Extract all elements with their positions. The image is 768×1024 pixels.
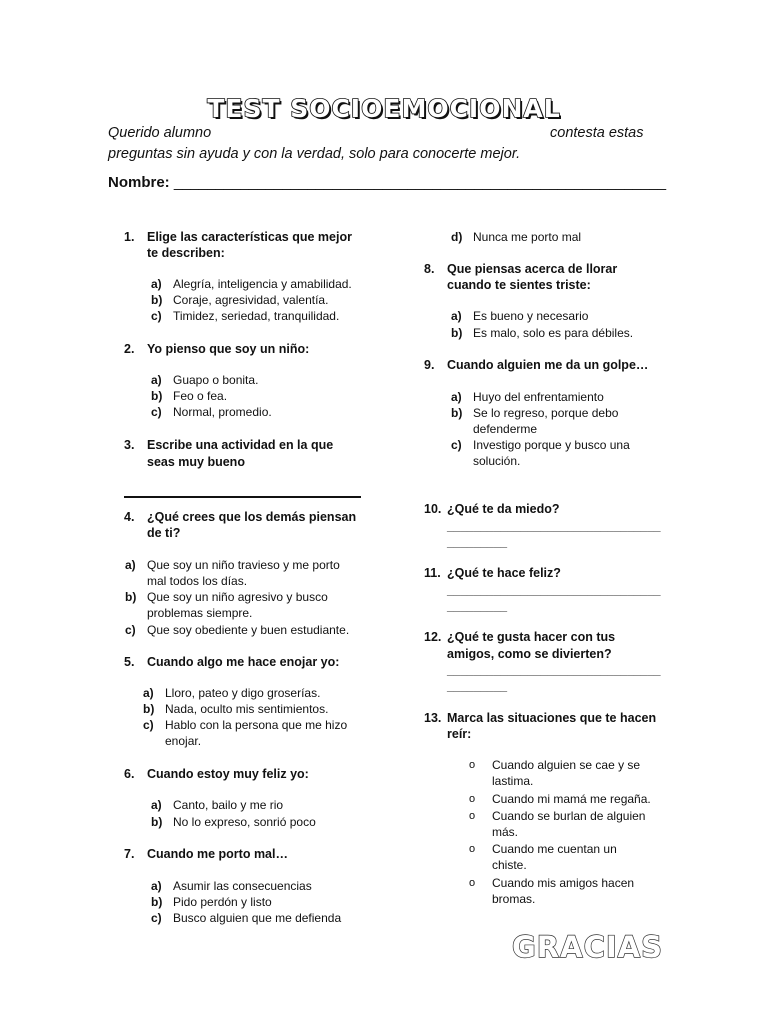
option-letter: a) (151, 798, 162, 812)
option-5a[interactable] (143, 685, 403, 701)
question-text: Cuando me porto mal… (147, 847, 288, 861)
option-text: Cuando mi mamá me regaña. (492, 792, 651, 806)
option-text: Cuando me cuentan un (492, 842, 617, 856)
option-2b[interactable] (151, 388, 411, 404)
option-7d[interactable] (451, 229, 711, 245)
name-label: Nombre: (108, 174, 170, 191)
question-text: te describen: (147, 246, 225, 260)
intro-greeting: Querido alumno (108, 125, 212, 141)
question-12 (424, 629, 684, 663)
option-5c[interactable] (143, 717, 403, 750)
question-number: 2. (124, 342, 135, 356)
option-text: Coraje, agresividad, valentía. (173, 293, 329, 307)
option-letter: c) (451, 438, 462, 452)
option-letter: a) (151, 277, 162, 291)
question-text: ¿Qué te hace feliz? (447, 566, 561, 580)
option-letter: b) (151, 815, 163, 829)
option-text: Que soy obediente y buen estudiante. (147, 623, 350, 637)
option-1c[interactable] (151, 308, 411, 324)
question-number: 13. (424, 711, 442, 725)
option-text: Cuando se burlan de alguien (492, 809, 646, 823)
option-text: No lo expreso, sonrió poco (173, 815, 316, 829)
question-text: ¿Qué crees que los demás piensan (147, 510, 357, 524)
question-text: ¿Qué te gusta hacer con tus (447, 630, 616, 644)
option-letter: a) (143, 686, 154, 700)
question-text: de ti? (147, 526, 181, 540)
option-text: Cuando mis amigos hacen (492, 876, 635, 890)
option-text: lastima. (492, 774, 534, 788)
option-text: Asumir las consecuencias (173, 879, 312, 893)
answer-line-11[interactable]: ________________________________ (447, 583, 661, 597)
bullet-circle-icon[interactable]: o (469, 877, 476, 889)
question-number: 6. (124, 767, 135, 781)
question-text: Que piensas acerca de llorar (447, 262, 618, 276)
option-text: solución. (473, 454, 521, 468)
question-number: 1. (124, 230, 135, 244)
option-4b[interactable] (125, 589, 385, 622)
gracias-footer: GRACIAS (512, 930, 663, 964)
checkbox-item-1[interactable] (469, 757, 689, 790)
checkbox-item-5[interactable] (469, 875, 689, 908)
answer-line-10[interactable]: ________________________________ (447, 519, 661, 533)
answer-line-10-cont[interactable]: _________ (447, 535, 508, 549)
option-text: Canto, bailo y me rio (173, 798, 284, 812)
name-field[interactable] (108, 174, 666, 191)
question-text: Cuando estoy muy feliz yo: (147, 767, 309, 781)
checkbox-item-3[interactable] (469, 808, 689, 841)
question-text: cuando te sientes triste: (447, 278, 591, 292)
option-9c[interactable] (451, 437, 711, 470)
option-text: Que soy un niño travieso y me porto (147, 558, 340, 572)
option-text: Feo o fea. (173, 389, 228, 403)
option-text: problemas siempre. (147, 606, 253, 620)
bullet-circle-icon[interactable]: o (469, 793, 476, 805)
option-letter: a) (151, 879, 162, 893)
option-letter: b) (125, 590, 137, 604)
option-5b[interactable] (143, 701, 403, 717)
option-letter: b) (143, 702, 155, 716)
option-6a[interactable] (151, 797, 411, 813)
option-9a[interactable] (451, 389, 711, 405)
bullet-circle-icon[interactable]: o (469, 810, 476, 822)
option-text: más. (492, 825, 519, 839)
question-text: seas muy bueno (147, 455, 245, 469)
option-text: Huyo del enfrentamiento (473, 390, 604, 404)
question-number: 10. (424, 502, 442, 516)
question-11 (424, 565, 684, 582)
option-text: Normal, promedio. (173, 405, 272, 419)
question-10 (424, 501, 684, 518)
option-text: Hablo con la persona que me hizo (165, 718, 348, 732)
option-letter: a) (151, 373, 162, 387)
option-letter: b) (451, 406, 463, 420)
option-8a[interactable] (451, 308, 711, 324)
name-blank-line[interactable]: ___________________________________________________________ (173, 174, 667, 191)
option-text: Nunca me porto mal (473, 230, 582, 244)
question-number: 11. (424, 566, 441, 580)
question-3 (124, 437, 384, 471)
question-number: 7. (124, 847, 135, 861)
option-text: bromas. (492, 892, 536, 906)
question-number: 4. (124, 510, 135, 524)
option-text: Guapo o bonita. (173, 373, 259, 387)
option-7b[interactable] (151, 894, 411, 910)
option-text: Pido perdón y listo (173, 895, 272, 909)
question-6 (124, 766, 384, 783)
option-6b[interactable] (151, 814, 411, 830)
answer-line-12-cont[interactable]: _________ (447, 679, 508, 693)
question-7 (124, 846, 384, 863)
question-text: ¿Qué te da miedo? (447, 502, 560, 516)
question-number: 3. (124, 438, 135, 452)
intro-instruction-end: contesta estas (550, 125, 644, 141)
option-letter: b) (451, 326, 463, 340)
answer-line-12[interactable]: ________________________________ (447, 663, 661, 677)
option-2c[interactable] (151, 404, 411, 420)
question-9 (424, 357, 684, 374)
option-text: Cuando alguien se cae y se (492, 758, 641, 772)
question-2 (124, 341, 384, 358)
option-4a[interactable] (125, 557, 385, 590)
option-text: defenderme (473, 422, 538, 436)
option-7c[interactable] (151, 910, 411, 926)
option-letter: c) (151, 309, 162, 323)
option-text: Timidez, seriedad, tranquilidad. (173, 309, 340, 323)
option-text: enojar. (165, 734, 202, 748)
checkbox-item-2[interactable] (469, 791, 689, 807)
option-8b[interactable] (451, 325, 711, 341)
option-1b[interactable] (151, 292, 411, 308)
option-text: Que soy un niño agresivo y busco (147, 590, 328, 604)
option-text: Investigo porque y busco una (473, 438, 630, 452)
option-7a[interactable] (151, 878, 411, 894)
option-letter: b) (151, 293, 163, 307)
option-letter: d) (451, 230, 463, 244)
question-text: reír: (447, 727, 472, 741)
question-text: Cuando algo me hace enojar yo: (147, 655, 340, 669)
question-text: Yo pienso que soy un niño: (147, 342, 310, 356)
option-text: Busco alguien que me defienda (173, 911, 342, 925)
question-1 (124, 229, 384, 263)
option-1a[interactable] (151, 276, 411, 292)
option-letter: c) (151, 911, 162, 925)
question-text: Marca las situaciones que te hacen (447, 711, 657, 725)
option-letter: b) (151, 895, 163, 909)
option-letter: c) (143, 718, 154, 732)
option-2a[interactable] (151, 372, 411, 388)
question-number: 8. (424, 262, 435, 276)
option-text: Nada, oculto mis sentimientos. (165, 702, 329, 716)
option-text: Es bueno y necesario (473, 309, 589, 323)
checkbox-item-4[interactable] (469, 841, 689, 874)
question-text: Escribe una actividad en la que (147, 438, 334, 452)
answer-line-11-cont[interactable]: _________ (447, 599, 508, 613)
bullet-circle-icon[interactable]: o (469, 843, 476, 855)
option-text: Alegría, inteligencia y amabilidad. (173, 277, 352, 291)
option-text: mal todos los días. (147, 574, 248, 588)
question-number: 12. (424, 630, 442, 644)
option-text: Es malo, solo es para débiles. (473, 326, 634, 340)
question-5 (124, 654, 384, 671)
option-4c[interactable] (125, 622, 385, 638)
question-text: amigos, como se divierten? (447, 647, 612, 661)
option-letter: a) (451, 309, 462, 323)
intro-line-2: preguntas sin ayuda y con la verdad, solo para conocerte mejor. (108, 146, 521, 162)
option-letter: a) (451, 390, 462, 404)
question-4 (124, 509, 384, 543)
option-letter: c) (151, 405, 162, 419)
option-text: Se lo regreso, porque debo (473, 406, 619, 420)
question-number: 5. (124, 655, 135, 669)
answer-line[interactable] (124, 496, 361, 498)
option-letter: c) (125, 623, 136, 637)
option-text: Lloro, pateo y digo groserías. (165, 686, 321, 700)
question-text: Elige las características que mejor (147, 230, 352, 244)
question-text: Cuando alguien me da un golpe… (447, 358, 649, 372)
option-text: chiste. (492, 858, 527, 872)
question-13 (424, 710, 694, 744)
option-9b[interactable] (451, 405, 711, 438)
option-letter: a) (125, 558, 136, 572)
option-letter: b) (151, 389, 163, 403)
bullet-circle-icon[interactable]: o (469, 759, 476, 771)
page-title: TEST SOCIOEMOCIONAL (207, 94, 561, 123)
question-8 (424, 261, 684, 295)
question-number: 9. (424, 358, 435, 372)
